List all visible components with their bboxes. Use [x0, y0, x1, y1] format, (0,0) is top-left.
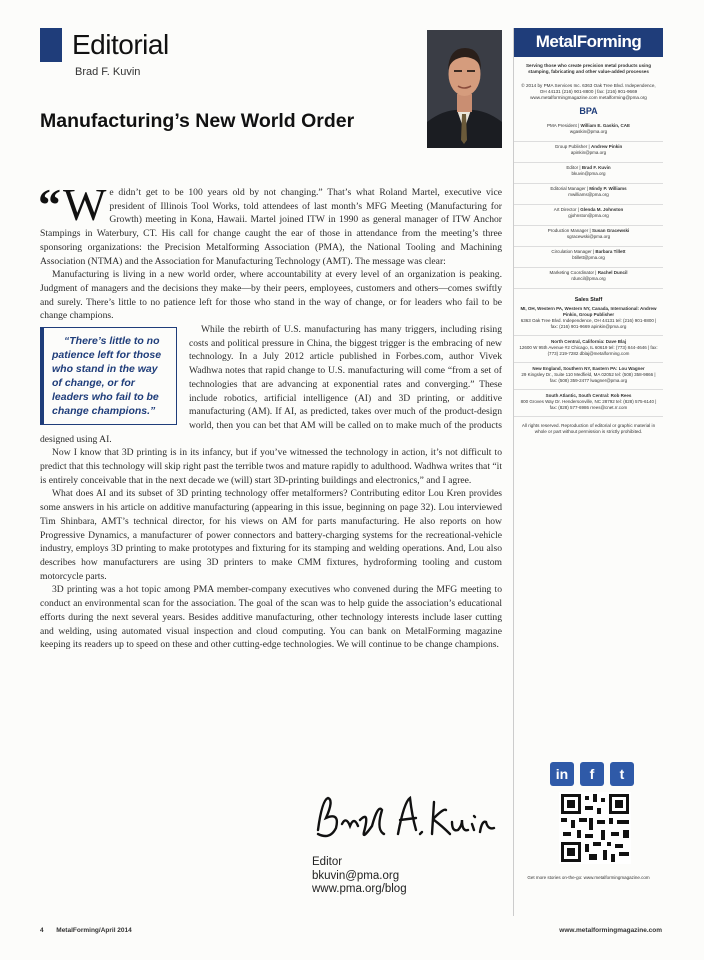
signature-image: [312, 790, 502, 850]
staff-list: [514, 121, 663, 289]
page-number: 4: [40, 927, 44, 934]
social-links: [550, 762, 634, 786]
drop-cap: W: [63, 179, 107, 230]
section-color-bar: [40, 28, 62, 62]
pull-quote: “There’s little to no patience left for those who stand in the way of change, or for leaders who fail to be change champions.”: [40, 327, 177, 425]
bpa-logo: BPA: [579, 106, 598, 116]
paragraph: What does AI and its subset of 3D printing technology offer metalformers? Contributing editor Lou Kren provides some answers in his article on additive manufacturing (appearing in this issue, beginning on page 32). Lou interviewed Tim Shinbara, AMT’s technical director, for his views on AM for parts manufacturing. He also reports on how Progressive Dynamics, a manufacturer of power connectors and battery-charging systems for the recreational-vehicle industry, employs 3D printing to make prototypes and fixturing for its stamping and welding operations. And, Lou also describes how manufacturers are using 3D printers to make CMM fixtures, hydroforming tooling and custom motorcycle parts.: [40, 488, 502, 582]
staff-entry: Production Manager | Susan Gracewski sgracewski@pma.org: [514, 226, 663, 247]
paragraph: “There’s little to no patience left for those who stand in the way of change, or for leaders who fail to be change champions.” While the rebirth of U.S. manufacturing has many triggers, including rising costs and political pressure in China, the biggest trigger is the embracing of new technology. In a July 2012 article published in Forbes.com, author Vivek Wadhwa notes that rapid change to U.S. manufacturing will come “from a set of technologies that are advancing at exponential rates and converging.” These include robotics, artificial intelligence (AI) and 3D printing, or additive manufacturing (AM). If AI, as predicted, takes over much of the product-design world, then you can bet that AM will be called on to make much of the products designed using AI.: [40, 324, 502, 445]
staff-entry: PMA President | William E. Gaskin, CAE wgaskin@pma.org: [514, 121, 663, 142]
sales-entry: North Central, California: Dave Blaj 12600 W 95th Avenue #2 Chicago, IL 60619 tel: (773) 844-4646 | fax: (773) 219-7282 dblaj@metalforming.com: [514, 336, 663, 363]
linkedin-icon[interactable]: in: [550, 762, 574, 786]
qr-caption: Get more stories on-the-go: www.metalformingmagazine.com: [527, 875, 650, 880]
signature-block: [312, 856, 407, 897]
masthead-sidebar: [513, 28, 663, 916]
twitter-icon[interactable]: t: [610, 762, 634, 786]
staff-entry: Group Publisher | Andrew Pinkin apinkin@pma.org: [514, 142, 663, 163]
sales-entry: MI, OH, Western PA, Western NY, Canada, International: Andrew Pinkin, Group Publisher 6363 Oak Tree Blvd. Independence, OH 44131 tel: (216) 901-8800 | fax: (216) 901-9669 apinkin@pma.org: [514, 303, 663, 336]
paragraph: Manufacturing is living in a new world order, where accountability at every level of an organization is peaking. Judgment of managers and the decisions they make—by their peers, employees, customers and others—comes swiftly and surely. There’s little to no patience left for those who stand in the way of change, or for leaders who fail to be change champions.: [40, 269, 502, 322]
sales-entry: New England, Southern NY, Eastern PA: Lou Wagner 29 Kingsley Dr., Suite 110 Medfield, MA 02052 tel: (508) 358-9866 | fax: (508) 359-2477 lwagner@pma.org: [514, 363, 663, 390]
section-label: [40, 28, 180, 62]
masthead-tagline: Serving those who create precision metal products using stamping, fabricating and other value-added processes: [525, 63, 652, 74]
headline: Manufacturing’s New World Order: [40, 110, 355, 132]
masthead-address: © 2014 by PMA Services Inc. 6363 Oak Tree Blvd. Independence, OH 44131 (216) 901-8800 | fax: (216) 901-9669 www.metalformingmagazine.com metalforming@pma.org: [521, 83, 656, 100]
staff-entry: Art Director | Glenda M. Johnston gjohnston@pma.org: [514, 205, 663, 226]
sales-heading: Sales Staff: [574, 297, 603, 303]
section-title: Editorial: [72, 29, 169, 60]
editor-blog[interactable]: www.pma.org/blog: [312, 883, 407, 895]
issue-label: MetalForming/April 2014: [56, 927, 132, 934]
qr-code-icon[interactable]: [559, 792, 631, 864]
staff-entry: Circulation Manager | Barbara Tillett btillett@pma.org: [514, 247, 663, 268]
paragraph: 3D printing was a hot topic among PMA member-company executives who convened during the MFG meeting to conduct an environmental scan for the association. The goal of the scan was to help guide the association’s educational efforts during the next several years. Besides additive manufacturing, other technology interests include laser cutting and welding, using automated visual inspection and cloud computing. You can bank on MetalForming magazine keeping its readers up to speed on these and other cutting-edge technologies. We will continue to be change champions.: [40, 584, 502, 651]
footer-site[interactable]: www.metalformingmagazine.com: [559, 927, 662, 934]
editor-email[interactable]: bkuvin@pma.org: [312, 869, 400, 882]
article-body: [38, 179, 502, 652]
sales-entry: South Atlantic, South Central: Rob Rees 800 Groves Way Dr. Hendersonville, NC 28792 tel: (828) 575-6140 | fax: (828) 577-6986 rrees@cnet.rr.com: [514, 390, 663, 417]
paragraph: Now I know that 3D printing is in its infancy, but if you’ve witnessed the technology in action, it’s not difficult to predict that this technology will skip right past the terrible twos and mature rapidly to adulthood. Wadhwa writes that “it is entirely conceivable that in the next decade we (will) start 3D-printing buildings and electronics,” and I agree.: [40, 447, 502, 486]
paragraph: “ W e didn’t get to be 100 years old by not changing.” That’s what Roland Martel, executive vice president of Illinois Tool Works, told attendees of last month’s MFG Meeting (Manufacturing for Growth) meeting in Kona, Hawaii. Martel joined ITW in 1990 as general manager of ITW Anchor Stampings in Waterbury, CT. His call for change caught the ear of those in attendance from the meeting’s three sponsoring organizations: the Precision Metalforming Association (PMA), the National Tooling and Machining Association (NTMA) and the Association for Manufacturing Technology (AMT). The message was clear:: [38, 179, 502, 267]
editor-title: Editor: [312, 856, 343, 868]
byline: Brad F. Kuvin: [75, 66, 141, 78]
drop-quote-mark: “: [38, 179, 61, 230]
staff-entry: Editor | Brad F. Kuvin bkuvin@pma.org: [514, 163, 663, 184]
facebook-icon[interactable]: f: [580, 762, 604, 786]
rights-notice: All rights reserved. Reproduction of editorial or graphic material in whole or part without permission is strictly prohibited.: [521, 423, 656, 434]
masthead-logo: MetalForming: [514, 28, 663, 57]
staff-entry: Marketing Coordinator | Rachel Duncil rduncil@pma.org: [514, 268, 663, 289]
staff-entry: Editorial Manager | Mindy P. Williams mwilliams@pma.org: [514, 184, 663, 205]
author-photo: [427, 30, 502, 148]
